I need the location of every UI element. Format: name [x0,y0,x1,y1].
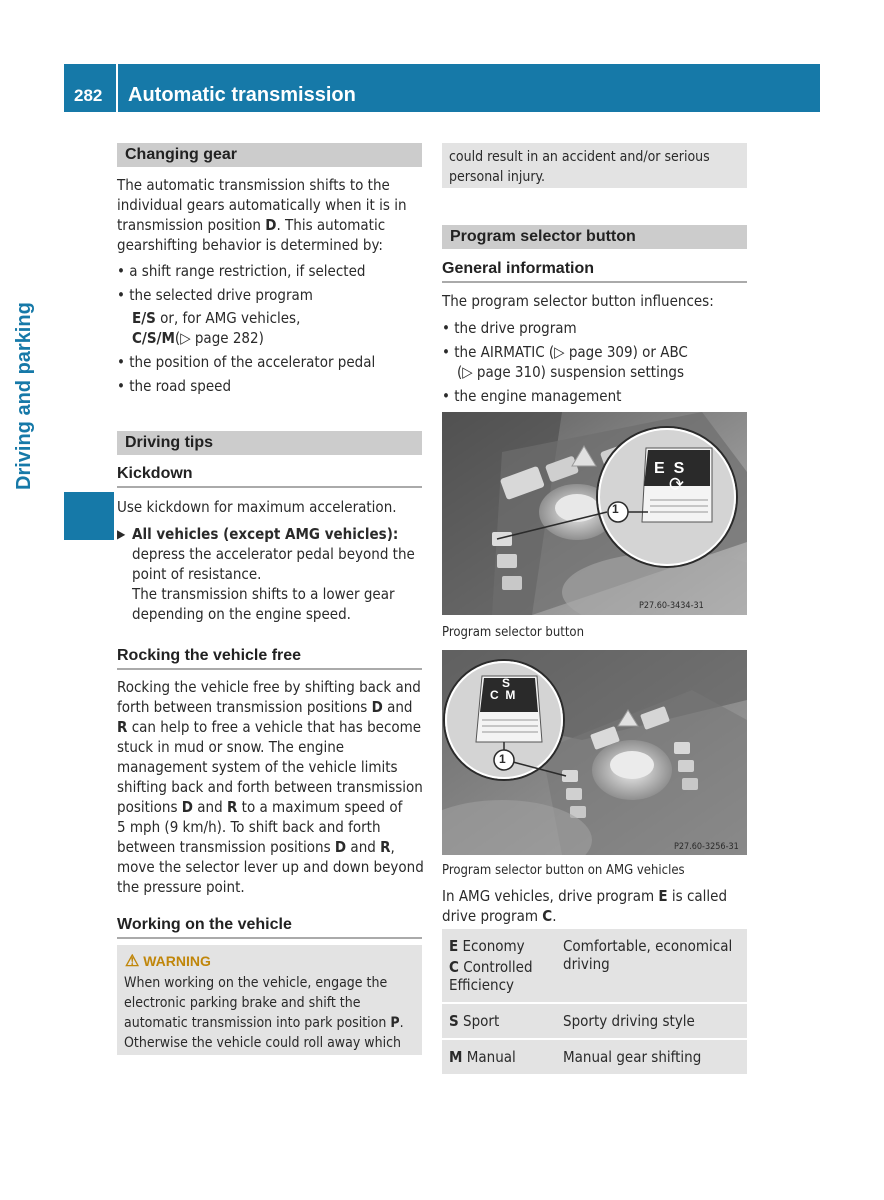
warning-text [124,973,422,1053]
table-row [442,1003,747,1039]
table-row [442,929,747,1003]
table-row [442,1039,747,1075]
text-line: The program selector button influences: [442,292,714,310]
changing-gear-bullets [117,261,427,396]
table-cell: E Economy C Controlled Efficiency [442,929,556,1003]
table-cell: S Sport [442,1003,556,1039]
list-item-continuation: (▷ page 310) suspension settings [457,363,684,381]
program-selector-text [442,291,752,406]
list-item-continuation: C/S/M(▷ page 282) [132,329,264,347]
text-line: stuck in mud or snow. The engine [117,738,345,756]
text-line: positions D and R to a maximum speed of [117,798,403,816]
step-line: point of resistance. [132,565,262,583]
changing-gear-intro [117,175,427,255]
subheading-general-information: General information [442,260,747,283]
figure-program-selector-amg [442,650,747,855]
figure-code: P27.60-3434-31 [639,601,704,611]
figure-callout-number: 1 [612,502,619,516]
figure-program-selector-illustration [442,412,747,615]
list-item-continuation: E/S or, for AMG vehicles, [132,309,301,327]
drive-program-table [442,929,747,1076]
text-line: 5 mph (9 km/h). To shift back and forth [117,818,381,836]
warning-continuation-box [442,143,747,188]
figure-program-selector-amg-illustration [442,650,747,855]
side-tab-label [14,120,36,490]
section-heading-changing-gear: Changing gear [117,143,422,167]
text-line: move the selector lever up and down beyond [117,858,424,876]
table-cell: Comfortable, economical driving [556,929,747,1003]
cycle-arrows-icon: ⟳ [669,472,685,496]
figure-callout-number: 1 [499,752,506,766]
warning-continuation-text [449,147,747,187]
step-arrow-icon: ▶ [117,527,126,541]
step-line: depending on the engine speed. [132,605,351,623]
list-item: • the selected drive program [117,286,313,304]
warning-box [117,945,422,1055]
intro-line: individual gears automatically when it is in [117,196,407,214]
text-line: In AMG vehicles, drive program E is called [442,887,728,905]
list-item: • the road speed [117,377,232,395]
kickdown-intro: Use kickdown for maximum acceleration. [117,498,397,516]
table-cell: Sporty driving style [556,1003,747,1039]
text-line: management system of the vehicle limits [117,758,398,776]
figure-code: P27.60-3256-31 [674,842,739,852]
header-divider [116,64,118,112]
chapter-title: Automatic transmission [128,84,356,106]
list-item: • the engine management [442,387,622,405]
intro-line: transmission position D. This automatic [117,216,386,234]
text-line: drive program C. [442,907,557,925]
text-line: electronic parking brake and shift the [124,995,361,1011]
text-line: personal injury. [449,169,545,185]
page-header [64,64,820,112]
side-tab-marker [64,492,114,540]
kickdown-step [117,524,427,624]
text-line: R can help to free a vehicle that has become [117,718,422,736]
program-button-s-label: S [502,676,511,690]
text-line: the pressure point. [117,878,245,896]
text-line: forth between transmission positions D and [117,698,413,716]
subheading-rocking: Rocking the vehicle free [117,647,422,670]
subheading-working: Working on the vehicle [117,916,422,939]
text-line: shifting back and forth between transmission [117,778,423,796]
text-line: automatic transmission into park position P. [124,1015,404,1031]
program-button-cm-label: C M [490,688,516,702]
warning-triangle-icon: ⚠ [125,953,140,970]
side-tab-text: Driving and parking [13,302,35,490]
text-line: Otherwise the vehicle could roll away which [124,1035,401,1051]
text-line: between transmission positions D and R, [117,838,395,856]
step-title: All vehicles (except AMG vehicles): [132,525,399,543]
program-button-label: E S [654,460,685,477]
intro-line: The automatic transmission shifts to the [117,176,390,194]
amg-note [442,886,752,926]
step-line: depress the accelerator pedal beyond the [132,545,415,563]
text-line: When working on the vehicle, engage the [124,975,388,991]
step-line: The transmission shifts to a lower gear [132,585,395,603]
list-item: • a shift range restriction, if selected [117,262,366,280]
rocking-text [117,677,429,897]
text-line: could result in an accident and/or serious [449,149,710,165]
subheading-kickdown: Kickdown [117,465,422,488]
figure-caption: Program selector button on AMG vehicles [442,863,685,878]
warning-label: WARNING [143,953,211,969]
list-item: • the AIRMATIC (▷ page 309) or ABC [442,343,688,361]
figure-caption: Program selector button [442,625,585,640]
section-heading-program-selector: Program selector button [442,225,747,249]
figure-program-selector [442,412,747,615]
table-cell: M Manual [442,1039,556,1075]
intro-line: gearshifting behavior is determined by: [117,236,383,254]
table-cell: Manual gear shifting [556,1039,747,1075]
section-heading-driving-tips: Driving tips [117,431,422,455]
list-item: • the position of the accelerator pedal [117,353,376,371]
list-item: • the drive program [442,319,577,337]
warning-header [125,951,211,971]
text-line: Rocking the vehicle free by shifting back and [117,678,421,696]
page-number: 282 [74,86,103,105]
